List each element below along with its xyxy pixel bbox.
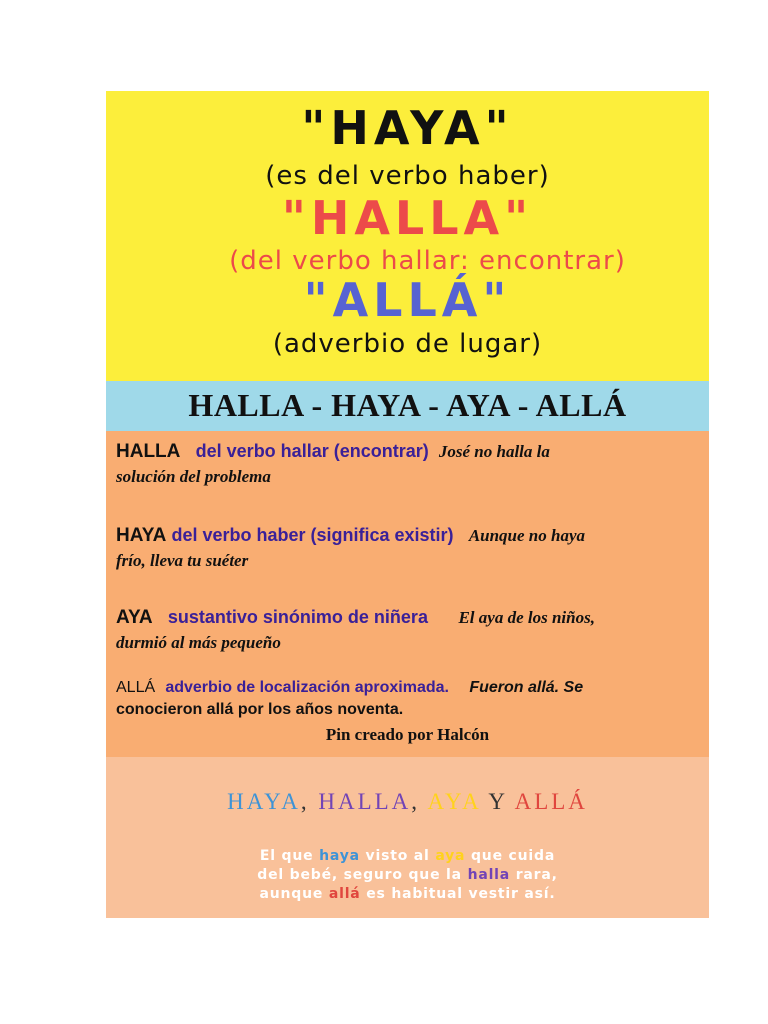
paragraph-text: El que bbox=[259, 848, 320, 864]
entry-halla bbox=[116, 441, 706, 487]
credit-text: Pin creado por Halcón bbox=[325, 725, 490, 744]
alla-description: (adverbio de lugar) bbox=[272, 329, 543, 359]
entry-aya bbox=[116, 607, 706, 653]
footer-heading bbox=[106, 789, 709, 815]
paragraph-line bbox=[106, 866, 709, 885]
heading-word-haya: HAYA bbox=[227, 789, 301, 814]
entry-alla bbox=[116, 677, 706, 719]
highlight-haya: haya bbox=[319, 848, 360, 864]
header-section bbox=[106, 91, 709, 381]
highlight-halla: halla bbox=[467, 867, 511, 883]
footer-paragraph bbox=[106, 847, 709, 904]
entry-term: AYA bbox=[116, 607, 153, 628]
paragraph-text: es habitual vestir así. bbox=[360, 886, 556, 902]
entry-example-continued: conocieron allá por los años noventa. bbox=[116, 701, 404, 718]
heading-conjunction: Y bbox=[488, 789, 508, 814]
paragraph-line bbox=[106, 885, 709, 904]
entry-example: José no halla la bbox=[438, 442, 550, 461]
halla-description: (del verbo hallar: encontrar) bbox=[229, 246, 626, 276]
entry-example: El aya de los niños, bbox=[458, 608, 595, 627]
entry-haya bbox=[116, 525, 706, 571]
entry-definition: adverbio de localización aproximada. bbox=[165, 679, 449, 696]
definitions-section bbox=[106, 431, 709, 757]
paragraph-text: rara, bbox=[510, 867, 558, 883]
entry-term: HALLA bbox=[116, 441, 181, 462]
heading-word-alla: ALLÁ bbox=[514, 789, 588, 814]
haya-description: (es del verbo haber) bbox=[265, 161, 550, 191]
haya-title: "HAYA" bbox=[301, 101, 514, 155]
highlight-aya: aya bbox=[435, 848, 466, 864]
paragraph-text: que cuida bbox=[465, 848, 556, 864]
heading-word-aya: AYA bbox=[427, 789, 481, 814]
alla-title: "ALLÁ" bbox=[303, 273, 512, 327]
heading-separator: , bbox=[300, 789, 310, 814]
band-title: HALLA - HAYA - AYA - ALLÁ bbox=[188, 387, 627, 423]
entry-term: HAYA bbox=[116, 525, 167, 546]
highlight-alla: allá bbox=[328, 886, 361, 902]
title-band bbox=[106, 381, 709, 431]
entry-example-continued: durmió al más pequeño bbox=[116, 633, 281, 652]
entry-definition: sustantivo sinónimo de niñera bbox=[167, 607, 428, 627]
paragraph-line bbox=[106, 847, 709, 866]
entry-definition: del verbo haber (significa existir) bbox=[171, 525, 454, 545]
entry-example-continued: solución del problema bbox=[116, 467, 271, 486]
halla-title: "HALLA" bbox=[281, 191, 534, 245]
entry-example: Aunque no haya bbox=[468, 526, 586, 545]
heading-separator: , bbox=[411, 789, 421, 814]
footer-section bbox=[106, 757, 709, 918]
entry-term: ALLÁ bbox=[116, 679, 156, 696]
paragraph-text: del bebé, seguro que la bbox=[257, 867, 468, 883]
paragraph-text: aunque bbox=[259, 886, 329, 902]
paragraph-text: visto al bbox=[359, 848, 436, 864]
entry-example-continued: frío, lleva tu suéter bbox=[116, 551, 249, 570]
entry-example: Fueron allá. Se bbox=[469, 679, 584, 696]
poster bbox=[106, 91, 709, 918]
heading-word-halla: HALLA bbox=[318, 789, 412, 814]
entry-definition: del verbo hallar (encontrar) bbox=[195, 441, 429, 461]
